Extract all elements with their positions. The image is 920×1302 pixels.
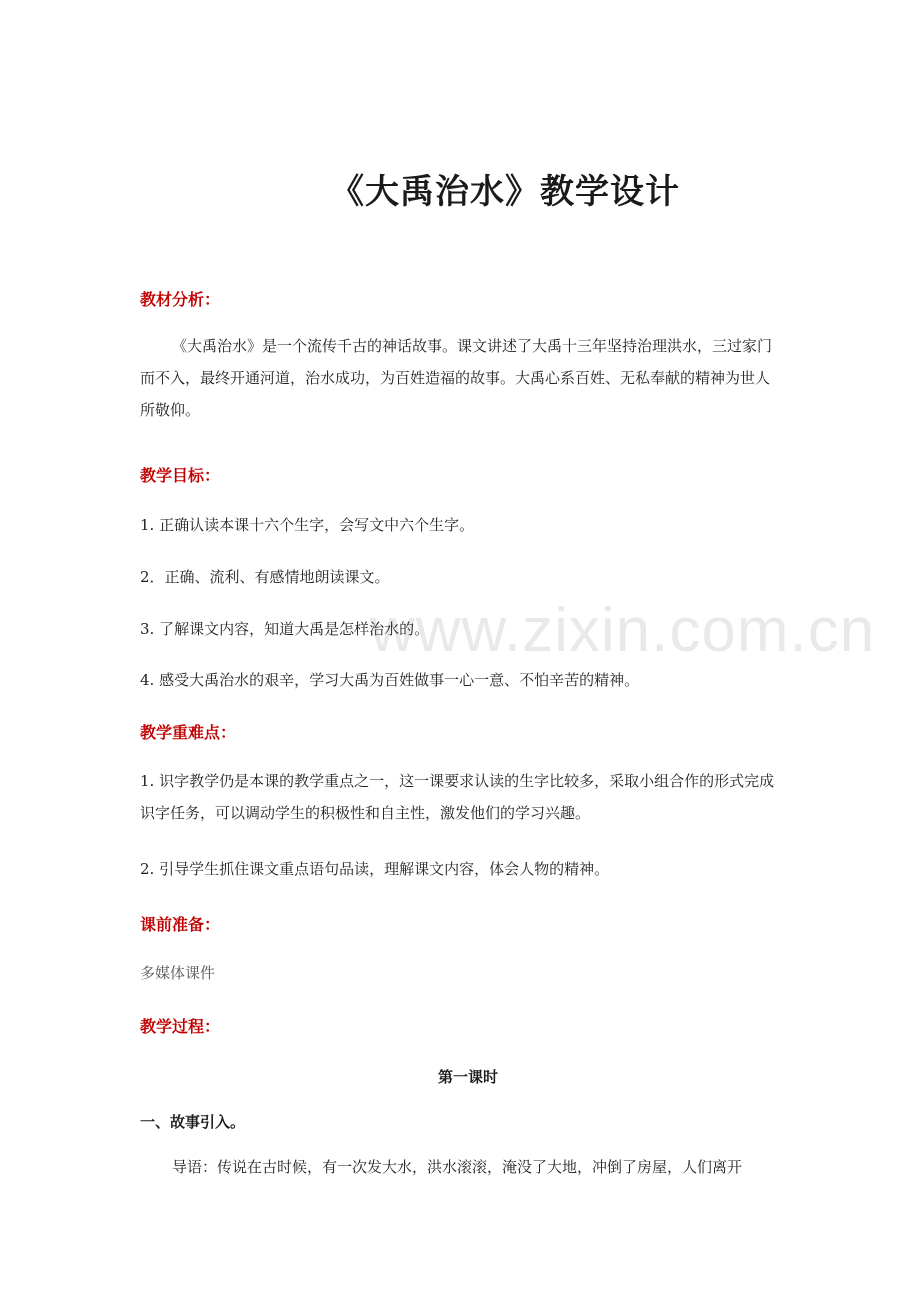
step-title: 一、故事引入。: [140, 1113, 246, 1131]
lesson-title: 第一课时: [437, 1068, 498, 1086]
heading-process: 教学过程：: [140, 1017, 221, 1036]
key-point-item: 1. 识字教学仍是本课的教学重点之一，这一课要求认读的生字比较多，采取小组合作的形式完成识字任务，可以调动学生的积极性和自主性，激发他们的学习兴趣。: [140, 772, 775, 822]
heading-preparation: 课前准备：: [140, 915, 221, 934]
key-point-item: 2. 引导学生抓住课文重点语句品读，理解课文内容，体会人物的精神。: [140, 860, 610, 878]
document-title: 《大禹治水》教学设计: [330, 172, 680, 212]
watermark: www.zixin.com.cn: [370, 596, 876, 665]
goal-item: 3. 了解课文内容，知道大禹是怎样治水的。: [140, 620, 430, 638]
heading-goals: 教学目标：: [140, 466, 221, 485]
heading-analysis: 教材分析：: [140, 290, 221, 309]
heading-key-points: 教学重难点：: [140, 723, 237, 742]
goal-item: 2．正确、流利、有感情地朗读课文。: [140, 568, 390, 586]
analysis-paragraph: 《大禹治水》是一个流传千古的神话故事。课文讲述了大禹十三年坚持治理洪水，三过家门而不入，最终开通河道，治水成功，为百姓造福的故事。大禹心系百姓、无私奉献的精神为世人所敬仰。: [140, 337, 773, 419]
goal-item: 4. 感受大禹治水的艰辛，学习大禹为百姓做事一心一意、不怕辛苦的精神。: [140, 671, 640, 689]
goal-item: 1. 正确认读本课十六个生字，会写文中六个生字。: [140, 516, 475, 534]
preparation-text: 多媒体课件: [140, 964, 216, 982]
step-text: 导语：传说在古时候，有一次发大水，洪水滚滚，淹没了大地，冲倒了房屋，人们离开: [172, 1158, 743, 1176]
